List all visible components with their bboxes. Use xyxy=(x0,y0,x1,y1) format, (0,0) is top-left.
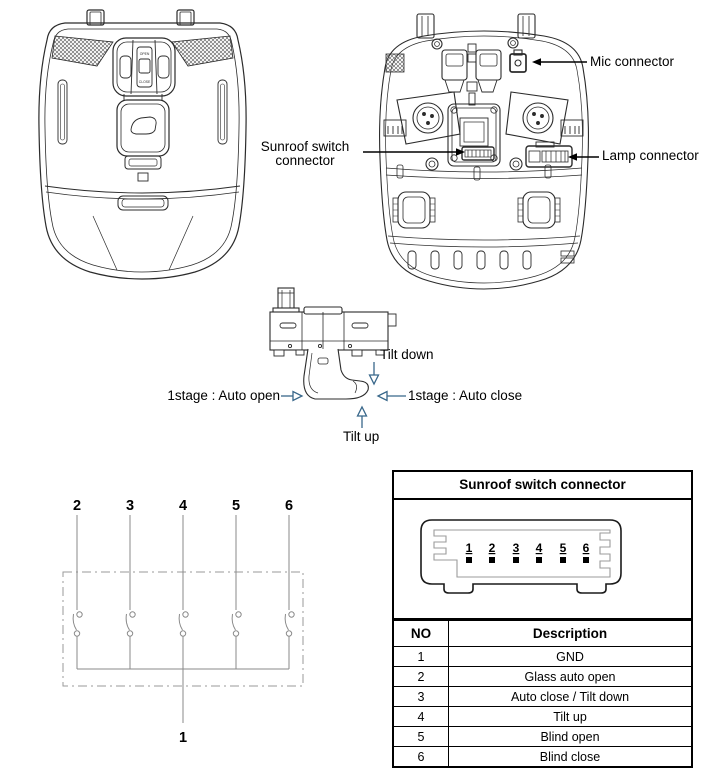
switch-circuit-diagram xyxy=(38,488,318,750)
pin-description: GND xyxy=(449,647,692,667)
circuit-pin-label: 4 xyxy=(178,498,188,514)
pin-no: 2 xyxy=(394,667,449,687)
circuit-pin-label: 2 xyxy=(72,498,82,514)
pin-no: 4 xyxy=(394,707,449,727)
connector-table-title: Sunroof switch connector xyxy=(394,472,691,500)
connector-face-illustration xyxy=(394,500,691,618)
lower-slot xyxy=(118,196,168,210)
sunroof-connector-callout-line2: connector xyxy=(275,153,335,168)
table-row xyxy=(394,647,691,667)
circuit-pin-label: 3 xyxy=(125,498,135,514)
connector-drawing-cell xyxy=(394,500,691,620)
connector-housing xyxy=(421,520,621,593)
pin-description: Auto close / Tilt down xyxy=(449,687,692,707)
sunglass-holder xyxy=(117,100,169,156)
sunroof-icon xyxy=(131,117,156,134)
circuit-pin-label: 5 xyxy=(231,498,241,514)
pin-no: 5 xyxy=(394,727,449,747)
lamp-connector-callout: Lamp connector xyxy=(602,148,699,163)
tilt-down-label: Tilt down xyxy=(380,347,434,362)
connector-pin-number: 1 xyxy=(465,541,473,555)
circuit-common-bus xyxy=(77,669,289,723)
overhead-console-front-illustration xyxy=(25,8,260,288)
tilt-up-arrow-icon xyxy=(358,407,367,428)
connector-pin-number: 5 xyxy=(559,541,567,555)
lens-left xyxy=(52,36,113,66)
switch-stem xyxy=(278,288,294,310)
bottom-scallops xyxy=(408,251,531,269)
table-row xyxy=(394,667,691,687)
switch-handle xyxy=(304,349,369,399)
switch-open-label: OPEN xyxy=(139,52,150,56)
connector-pin-icon xyxy=(536,557,542,563)
connector-pin-icon xyxy=(513,557,519,563)
auto-close-label: 1stage : Auto close xyxy=(408,388,523,403)
col-header-no: NO xyxy=(394,621,449,647)
auto-open-label: 1stage : Auto open xyxy=(167,388,280,403)
mic-connector-part xyxy=(510,50,526,72)
connector-pin-icon xyxy=(560,557,566,563)
sunroof-switch-connector-part xyxy=(462,147,494,160)
table-row xyxy=(394,727,691,747)
pin-no: 1 xyxy=(394,647,449,667)
connector-pin-number: 4 xyxy=(535,541,543,555)
switch-close-label: CLOSE xyxy=(138,80,151,84)
lamp-connector-part xyxy=(526,142,572,167)
connector-pin-icon xyxy=(489,557,495,563)
table-row xyxy=(394,747,691,767)
connector-pin-icon xyxy=(466,557,472,563)
col-header-description: Description xyxy=(449,621,692,647)
connector-pin-number: 2 xyxy=(488,541,496,555)
sunroof-connector-callout-line1: Sunroof switch xyxy=(260,139,350,154)
lamp-housings xyxy=(442,44,501,105)
circuit-pin-label: 6 xyxy=(284,498,294,514)
lower-frames xyxy=(393,192,560,228)
switch-right-button xyxy=(158,56,169,78)
pin-description: Tilt up xyxy=(449,707,692,727)
table-header-row xyxy=(394,621,691,647)
pin-description: Glass auto open xyxy=(449,667,692,687)
circuit-pin-label: 1 xyxy=(178,730,188,746)
table-row xyxy=(394,687,691,707)
map-light-slot-left xyxy=(58,80,67,144)
switch-body xyxy=(270,312,388,350)
connector-pin-number: 6 xyxy=(582,541,590,555)
pin-description: Blind close xyxy=(449,747,692,767)
connector-pin-number: 3 xyxy=(512,541,520,555)
holder-latch xyxy=(125,156,161,169)
pin-no: 6 xyxy=(394,747,449,767)
lens-right xyxy=(172,36,233,66)
connector-table xyxy=(392,470,693,768)
mic-connector-callout: Mic connector xyxy=(590,54,675,69)
tilt-up-label: Tilt up xyxy=(343,429,380,444)
sunroof-connector-callout xyxy=(248,140,362,168)
speaker-grille xyxy=(386,54,404,72)
switch-left-button xyxy=(120,56,131,78)
pin-no: 3 xyxy=(394,687,449,707)
pin-description: Blind open xyxy=(449,727,692,747)
overhead-console-back-illustration xyxy=(364,8,604,293)
table-row xyxy=(394,707,691,727)
map-light-slot-right xyxy=(218,80,227,144)
connector-pin-icon xyxy=(583,557,589,563)
pin-description-table xyxy=(394,620,691,766)
switch-center-button xyxy=(139,59,150,73)
